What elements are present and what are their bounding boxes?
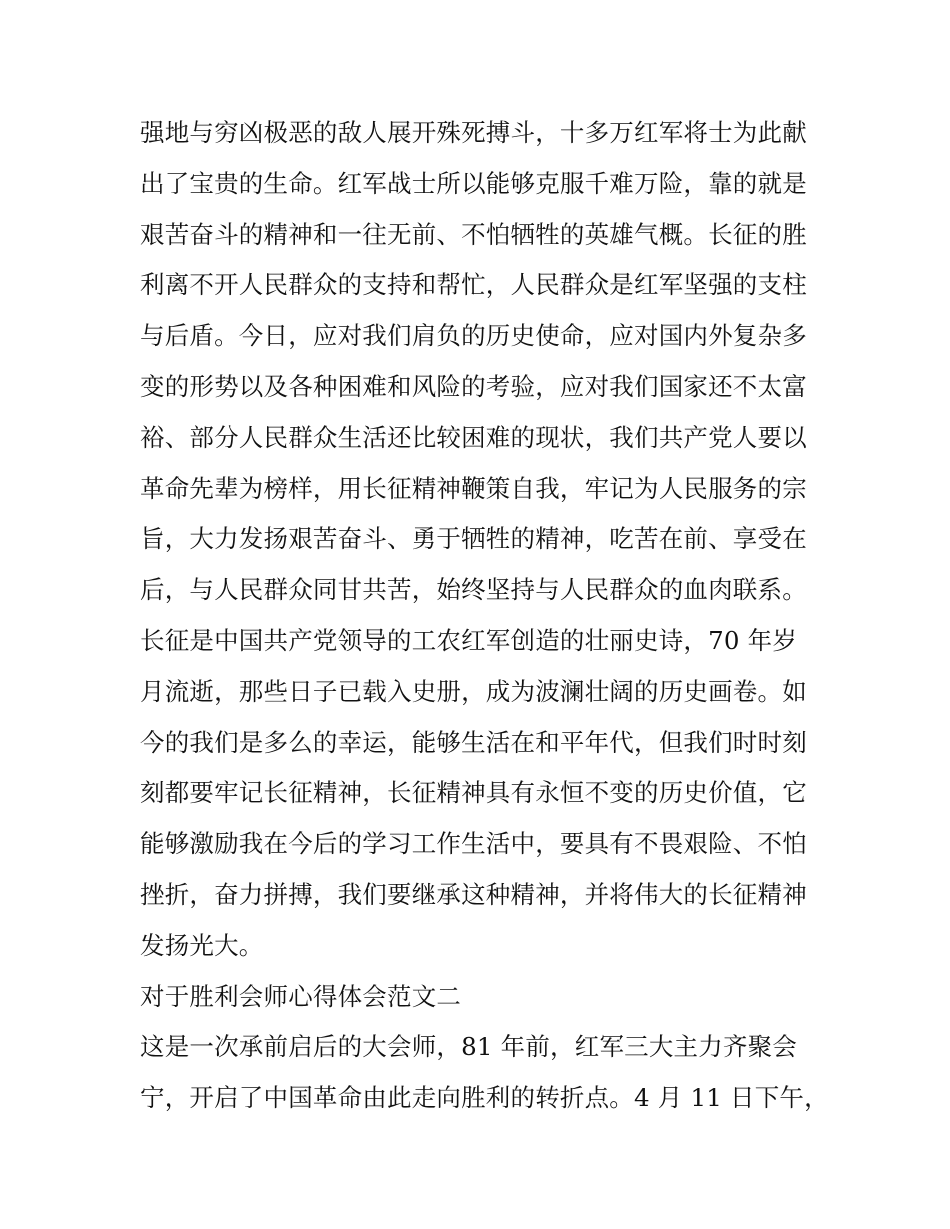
text-line: 与后盾。今日，应对我们肩负的历史使命，应对国内外复杂多 xyxy=(140,321,807,351)
text-line: 月流逝，那些日子已载入史册，成为波澜壮阔的历史画卷。如 xyxy=(140,676,807,706)
text-line: 裕、部分人民群众生活还比较困难的现状，我们共产党人要以 xyxy=(140,422,807,452)
text-line: 后，与人民群众同甘共苦，始终坚持与人民群众的血肉联系。 xyxy=(140,575,807,605)
section-heading: 对于胜利会师心得体会范文二 xyxy=(140,981,462,1011)
text-line: 艰苦奋斗的精神和一往无前、不怕牺牲的英雄气概。长征的胜 xyxy=(140,219,807,249)
text-line: 挫折，奋力拼搏，我们要继承这种精神，并将伟大的长征精神 xyxy=(140,879,807,909)
text-line: 能够激励我在今后的学习工作生活中，要具有不畏艰险、不怕 xyxy=(140,829,807,859)
text-line: 刻都要牢记长征精神，长征精神具有永恒不变的历史价值，它 xyxy=(140,778,807,808)
text-line: 宁，开启了中国革命由此走向胜利的转折点。4 月 11 日下午， xyxy=(140,1083,829,1113)
text-line: 旨，大力发扬艰苦奋斗、勇于牺牲的精神，吃苦在前、享受在 xyxy=(140,524,807,554)
text-line: 发扬光大。 xyxy=(140,930,264,960)
text-line: 强地与穷凶极恶的敌人展开殊死搏斗，十多万红军将士为此献 xyxy=(140,118,807,147)
text-line: 长征是中国共产党领导的工农红军创造的壮丽史诗，70 年岁 xyxy=(140,625,798,655)
text-line: 变的形势以及各种困难和风险的考验，应对我们国家还不太富 xyxy=(140,371,807,401)
text-line: 这是一次承前启后的大会师，81 年前，红军三大主力齐聚会 xyxy=(140,1032,798,1062)
body-text xyxy=(140,108,829,1124)
text-line: 出了宝贵的生命。红军战士所以能够克服千难万险，靠的就是 xyxy=(140,168,807,198)
text-line: 革命先辈为榜样，用长征精神鞭策自我，牢记为人民服务的宗 xyxy=(140,473,807,503)
text-line: 今的我们是多么的幸运，能够生活在和平年代，但我们时时刻 xyxy=(140,727,807,757)
text-line: 利离不开人民群众的支持和帮忙，人民群众是红军坚强的支柱 xyxy=(140,270,807,300)
